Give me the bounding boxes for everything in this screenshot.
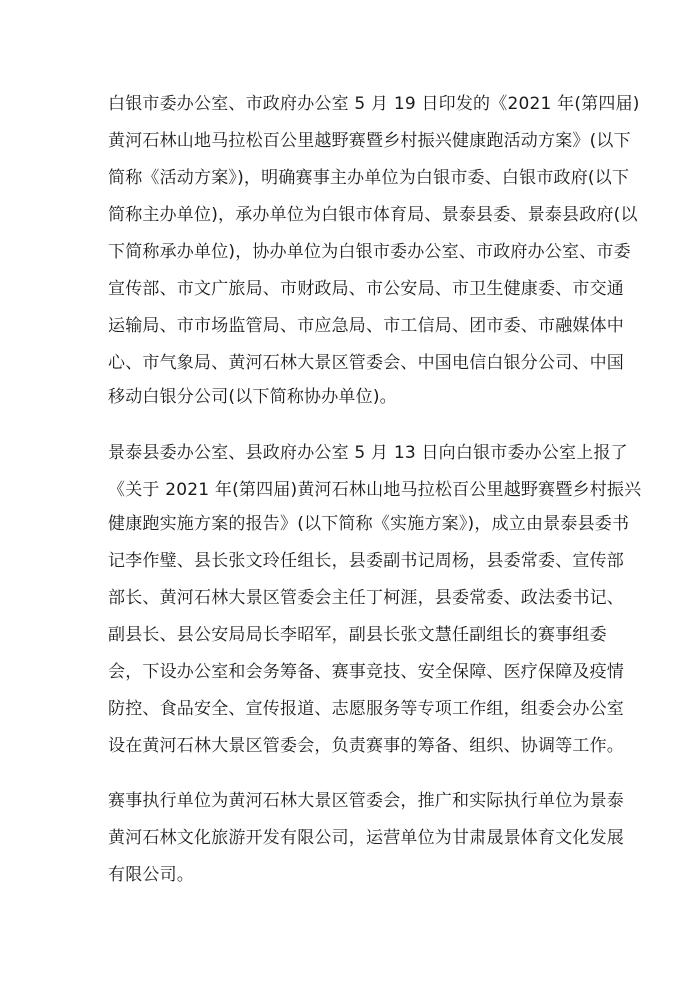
- paragraph-1-line-4: 简称主办单位)，承办单位为白银市体育局、景泰县委、景泰县政府(以: [108, 205, 638, 225]
- paragraph-2-line-3: 健康跑实施方案的报告》(以下简称《实施方案》)，成立由景泰县委书: [108, 514, 630, 534]
- paragraph-1-line-6: 宣传部、市文广旅局、市财政局、市公安局、市卫生健康委、市交通: [108, 279, 624, 299]
- paragraph-3-line-3: 有限公司。: [108, 865, 194, 885]
- paragraph-3-line-1: 赛事执行单位为黄河石林大景区管委会，推广和实际执行单位为景泰: [108, 791, 624, 811]
- paragraph-2-line-5: 部长、黄河石林大景区管委会主任丁柯涯，县委常委、政法委书记、: [108, 588, 624, 608]
- paragraph-2-line-8: 防控、食品安全、宣传报道、志愿服务等专项工作组，组委会办公室: [108, 699, 624, 719]
- paragraph-2-line-6: 副县长、县公安局局长李昭军，副县长张文慧任副组长的赛事组委: [108, 625, 607, 645]
- paragraph-2-line-4: 记李作璧、县长张文玲任组长，县委副书记周杨，县委常委、宣传部: [108, 551, 624, 571]
- paragraph-1-line-7: 运输局、市市场监管局、市应急局、市工信局、团市委、市融媒体中: [108, 316, 624, 336]
- paragraph-1-line-2: 黄河石林山地马拉松百公里越野赛暨乡村振兴健康跑活动方案》(以下: [108, 131, 631, 151]
- paragraph-1-line-1: 白银市委办公室、市政府办公室 5 月 19 日印发的《2021 年(第四届): [108, 94, 640, 114]
- paragraph-3-line-2: 黄河石林文化旅游开发有限公司，运营单位为甘肃晟景体育文化发展: [108, 828, 624, 848]
- paragraph-1-line-8: 心、市气象局、黄河石林大景区管委会、中国电信白银分公司、中国: [108, 353, 624, 373]
- paragraph-2-line-1: 景泰县委办公室、县政府办公室 5 月 13 日向白银市委办公室上报了: [108, 443, 628, 463]
- paragraph-1-line-5: 下简称承办单位)，协办单位为白银市委办公室、市政府办公室、市委: [108, 242, 631, 262]
- paragraph-2-line-7: 会，下设办公室和会务筹备、赛事竞技、安全保障、医疗保障及疫情: [108, 662, 624, 682]
- paragraph-1-line-3: 简称《活动方案》)，明确赛事主办单位为白银市委、白银市政府(以下: [108, 168, 630, 188]
- paragraph-1-line-9: 移动白银分公司(以下简称协办单位)。: [108, 387, 397, 407]
- paragraph-2-line-2: 《关于 2021 年(第四届)黄河石林山地马拉松百公里越野赛暨乡村振兴: [108, 480, 642, 500]
- paragraph-2-line-9: 设在黄河石林大景区管委会，负责赛事的筹备、组织、协调等工作。: [108, 736, 624, 756]
